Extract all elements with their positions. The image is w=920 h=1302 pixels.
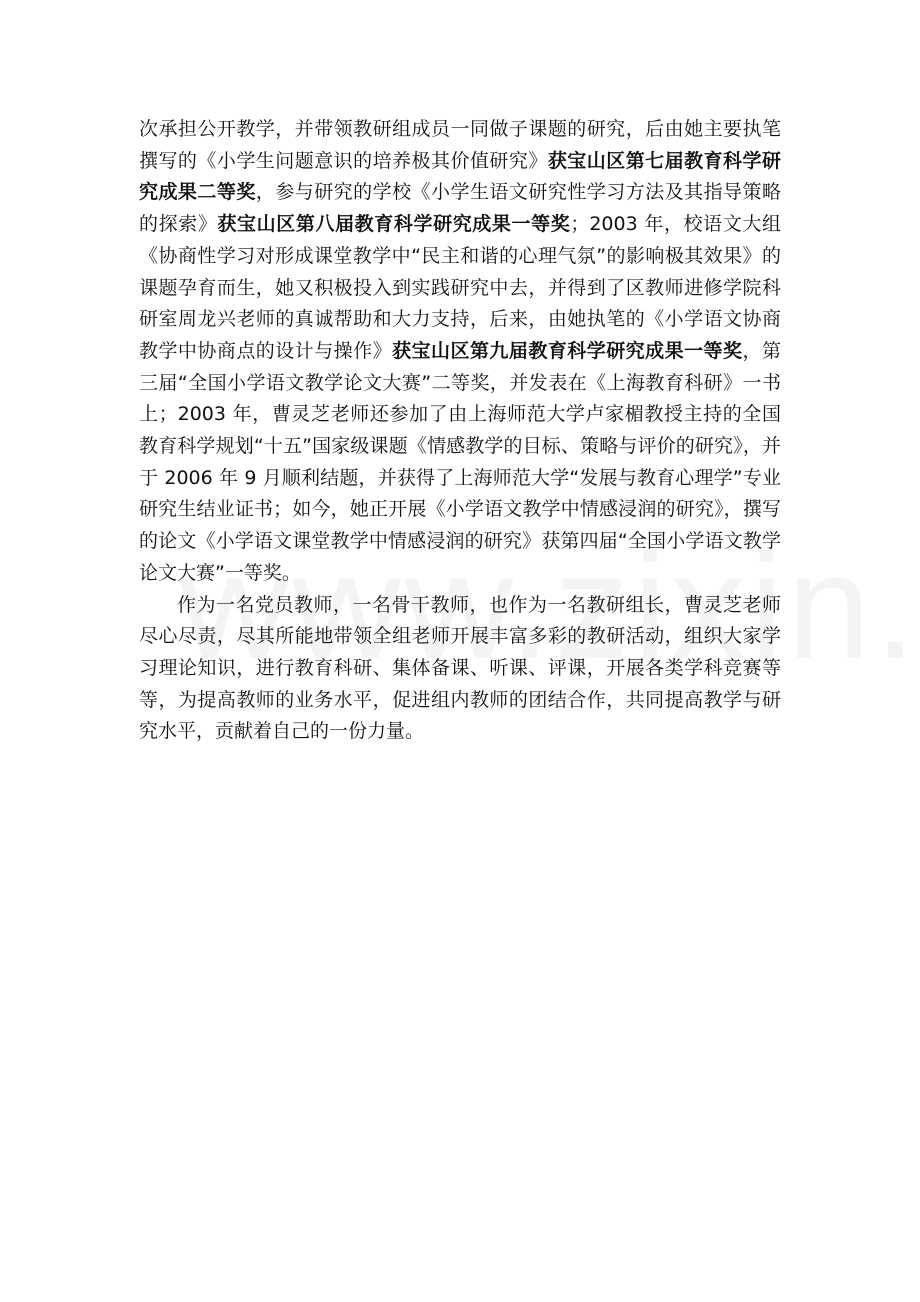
paragraph-1-text: ，第三届“全国小学语文教学论文大赛”二等奖，并发表在《上海教育科研》一书上；2003 年，曹灵芝老师还参加了由上海师范大学卢家楣教授主持的全国教育科学规划“十五”国家级课题《情感教学的目标、策略与评价的研究》，并于 2006 年 9 月顺利结题，并获得了上海师范大学“发展与教育心理学”专业研究生结业证书；如今，她正开展《小学语文教学中情感浸润的研究》，撰写的论文《小学语文课堂教学中情感浸润的研究》获第四届“全国小学语文教学论文大赛”一等奖。 [139,339,781,584]
document-body [139,114,781,748]
award-text: 获宝山区第九届教育科学研究成果一等奖 [392,339,743,362]
award-text: 获宝山区第七届教育科学研究成果二等奖 [139,149,781,204]
award-text: 获宝山区第八届教育科学研究成果一等奖 [217,213,571,236]
paragraph-1 [139,114,781,590]
paragraph-1-text: ；2003 年，校语文大组《协商性学习对形成课堂教学中“民主和谐的心理气氛”的影响极其效果》的课题孕育而生，她又积极投入到实践研究中去，并得到了区教师进修学院科研室周龙兴老师的真诚帮助和大力支持，后来，由她执笔的《小学语文协商教学中协商点的设计与操作》 [139,213,781,362]
paragraph-2: 作为一名党员教师，一名骨干教师，也作为一名教研组长，曹灵芝老师尽心尽责，尽其所能地带领全组老师开展丰富多彩的教研活动，组织大家学习理论知识，进行教育科研、集体备课、听课、评课，开展各类学科竞赛等等，为提高教师的业务水平，促进组内教师的团结合作，共同提高教学与研究水平，贡献着自己的一份力量。 [139,593,781,743]
paragraph-1-text: 次承担公开教学，并带领教研组成员一同做子课题的研究，后由她主要执笔撰写的《小学生问题意识的培养极其价值研究》 [139,118,781,172]
paragraph-1-text: ，参与研究的学校《小学生语文研究性学习方法及其指导策略的探索》 [139,181,781,236]
